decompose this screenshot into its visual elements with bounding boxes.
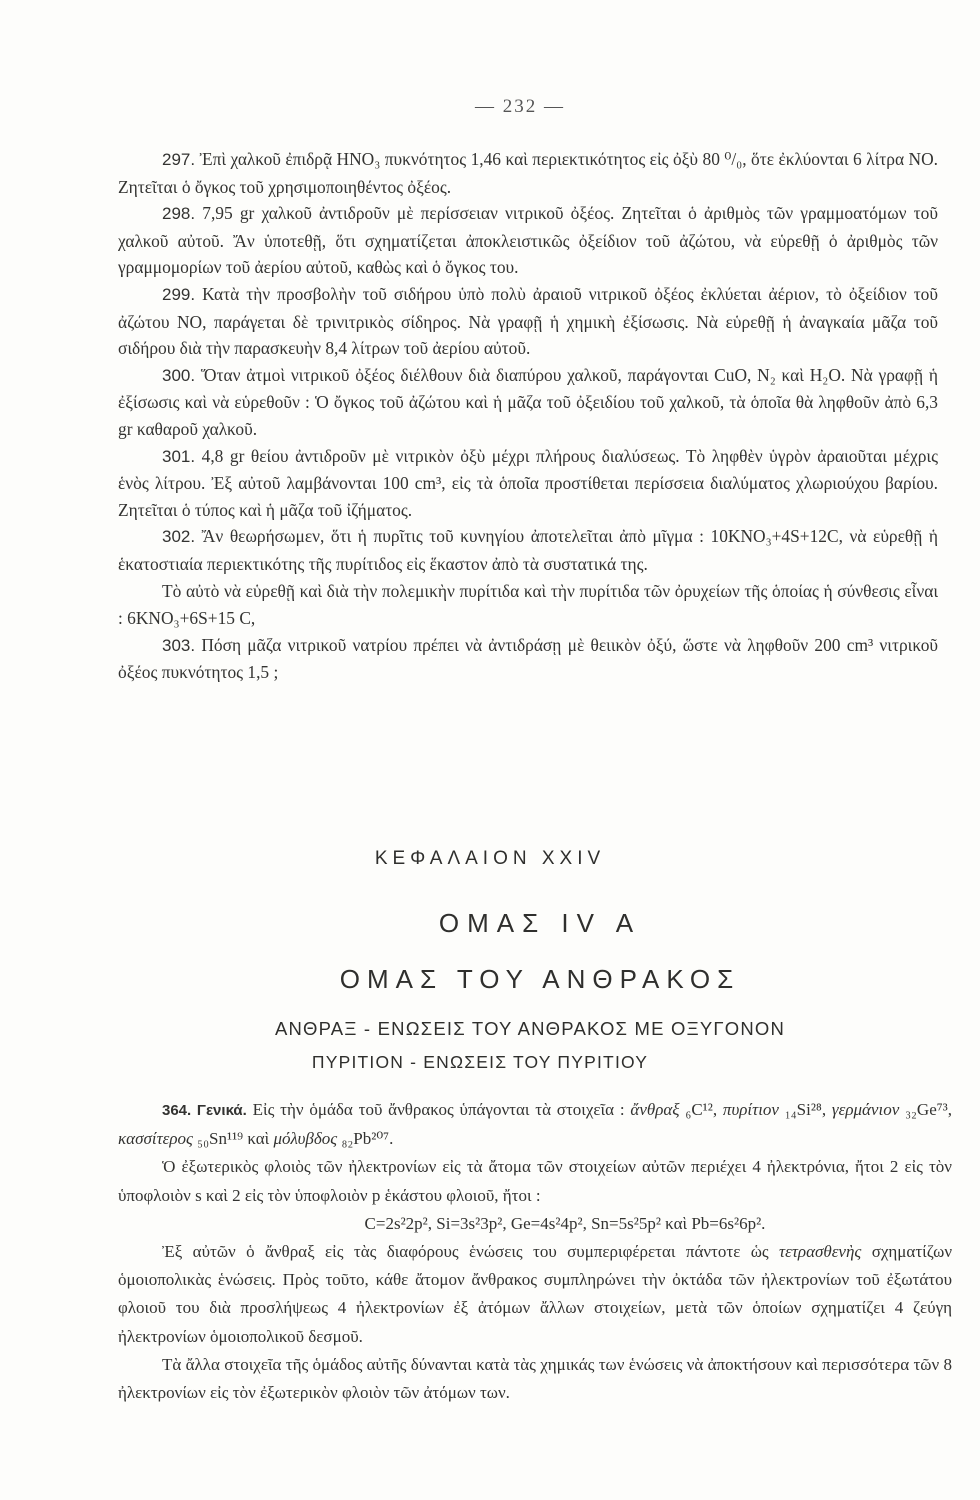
exercise-297 <box>118 146 938 200</box>
exercise-number: 300. <box>162 365 196 385</box>
exercise-number: 297. <box>162 150 196 169</box>
exercise-text: 7,95 gr χαλκοῦ ἀντιδροῦν μὲ περίσσειαν νιτρικοῦ ὀξέος. Ζητεῖται ὁ ἀριθμὸς τῶν γραμμοατόμων τοῦ χαλκοῦ αὐτοῦ. Ἄν ὑποτεθῇ, ὅτι σχηματίζεται ἀποκλειστικῶς ὀξείδιον τοῦ ἀζώτου, νὰ εὑρεθῇ ὁ ἀριθμὸς τῶν γραμμομορίων τοῦ ἀερίου αὐτοῦ, καθὼς καὶ ὁ ὄγκος του. <box>118 203 938 278</box>
exercise-text: Ἐπὶ χαλκοῦ ἐπιδρᾷ HNO₃ πυκνότητος 1,46 καὶ περιεκτικότητος εἰς ὀξὺ 80 ⁰/₀, ὅτε ἐκλύονται 6 λίτρα NO. Ζητεῖται ὁ ὄγκος τοῦ χρησιμοποιηθέντος ὀξέος. <box>118 149 939 197</box>
element-name: πυρίτιον <box>722 1100 779 1119</box>
element-name: μόλυβδος <box>273 1129 338 1149</box>
section-heading-carbon: ΑΝΘΡΑΞ - ΕΝΩΣΕΙΣ ΤΟΥ ΑΝΘΡΑΚΟΣ ΜΕ ΟΞΥΓΟΝΟΝ <box>274 1018 786 1039</box>
electron-configurations: C=2s²2p², Si=3s²3p², Ge=4s²4p², Sn=5s²5p² καὶ Pb=6s²6p². <box>364 1213 766 1233</box>
para-3-text-a: Ἐξ αὐτῶν ὁ ἄνθραξ εἰς τὰς διαφόρους ἑνώσεις του συμπεριφέρεται πάντοτε ὡς <box>162 1242 769 1262</box>
exercise-text: Τὸ αὐτὸ νὰ εὑρεθῇ καὶ διὰ τὴν πολεμικὴν πυρίτιδα καὶ τὴν πυρίτιδα τῶν ὀρυχείων τῆς ὁποίας ἡ σύνθεσις εἶναι : 6KNO₃+6S+15 C, <box>118 580 938 629</box>
exercise-303 <box>118 632 938 686</box>
exercise-list <box>118 146 938 686</box>
exercise-number: 302. <box>162 527 196 547</box>
exercise-text: 4,8 gr θείου ἀντιδροῦν μὲ νιτρικὸν ὀξὺ μέχρι πλήρους διαλύσεως. Τὸ ληφθὲν ὑγρὸν ἀραιοῦται μέχρις ἑνὸς λίτρου. Ἐξ αὐτοῦ λαμβάνονται 100 cm³, εἰς τὰ ὁποῖα προστίθεται περίσσεια διαλύματος χλωριούχου βαρίου. Ζητεῖται ὁ τύπος καὶ ἡ μᾶζα τοῦ ἰζήματος. <box>118 445 939 520</box>
exercise-299 <box>118 281 938 362</box>
element-symbol: ₁₄Si²⁸ <box>784 1100 822 1119</box>
exercise-text: Ὅταν ἀτμοὶ νιτρικοῦ ὀξέος διέλθουν διὰ διαπύρου χαλκοῦ, παράγονται CuO, N₂ καὶ H₂O. Νὰ γραφῇ ἡ ἐξίσωσις καὶ νὰ εὑρεθοῦν : Ὁ ὄγκος τοῦ ἀζώτου καὶ ἡ μᾶζα τοῦ ὀξειδίου τοῦ χαλκοῦ, τὰ ὁποῖα θὰ ληφθοῦν ἀπὸ 6,3 gr καθαροῦ χαλκοῦ. <box>118 364 938 439</box>
element-name: ἄνθραξ <box>630 1100 680 1119</box>
element-symbol: ₆C¹² <box>685 1100 713 1119</box>
exercise-298 <box>118 200 938 281</box>
section-364 <box>118 1096 952 1407</box>
exercise-text: Πόση μᾶζα νιτρικοῦ νατρίου πρέπει νὰ ἀντιδράσῃ μὲ θειικὸν ὀξύ, ὥστε νὰ ληφθοῦν 200 cm³ νιτρικοῦ ὀξέος πυκνότητος 1,5 ; <box>118 634 938 683</box>
exercise-text: Κατὰ τὴν προσβολὴν τοῦ σιδήρου ὑπὸ πολὺ ἀραιοῦ νιτρικοῦ ὀξέος ἐκλύεται ἀέριον, τὸ ὀξείδιον τοῦ ἀζώτου NO, παράγεται δὲ τρινιτρικὸς σίδηρος. Νὰ γραφῇ ἡ χημικὴ ἐξίσωσις. Νὰ εὑρεθῇ ἡ ἀναγκαία μᾶζα τοῦ σιδήρου διὰ τὴν παρασκευὴν 8,4 λίτρων τοῦ ἀερίου αὐτοῦ. <box>118 283 938 359</box>
exercise-300 <box>118 362 938 443</box>
exercise-number: 299. <box>162 284 196 304</box>
intro-text: Εἰς τὴν ὁμάδα τοῦ ἄνθρακος ὑπάγονται τὰ στοιχεῖα : <box>252 1100 625 1119</box>
exercise-301 <box>118 443 938 524</box>
element-symbol: ₅₀Sn¹¹⁹ <box>197 1129 244 1149</box>
para-3-text-b: σχηματίζων ὁμοιοπολικὰς ἑνώσεις. Πρὸς τοῦτο, κάθε ἄτομον ἄνθρακος συμπληρώνει τὴν ὀκτάδα τῶν ἠλεκτρονίων τοῦ ἐξωτάτου φλοιοῦ του διὰ προσλήψεως 4 ἠλεκτρονίων ἐξ ἀτόμων ἄλλων στοιχείων, μετὰ τῶν ὁποίων σχηματίζει 4 ζεύγη ἠλεκτρονίων ὁμοιοπολικοῦ δεσμοῦ. <box>118 1242 953 1346</box>
exercise-302 <box>118 523 938 577</box>
exercise-302-continuation <box>118 578 938 632</box>
group-title: ΟΜΑΣ IV A <box>438 908 642 938</box>
para-3-emphasis: τετρασθενὴς <box>779 1242 862 1262</box>
section-heading-silicon: ΠΥΡΙΤΙΟΝ - ΕΝΩΣΕΙΣ ΤΟΥ ΠΥΡΙΤΙΟΥ <box>311 1052 649 1072</box>
conjunction: καὶ <box>247 1129 270 1149</box>
exercise-number: 298. <box>162 204 196 224</box>
section-364-para-3 <box>118 1238 952 1351</box>
group-name: ΟΜΑΣ ΤΟΥ ΑΝΘΡΑΚΟΣ <box>339 964 741 994</box>
exercise-number: 301. <box>162 446 196 466</box>
chapter-title: ΚΕΦΑΛΑΙΟΝ XXIV <box>374 848 606 869</box>
section-364-intro: 364. Γενικά. Εἰς τὴν ὁμάδα τοῦ ἄνθρακος ὑπάγονται τὰ στοιχεῖα : ἄνθραξ ₆C¹², πυρίτιον ₁₄Si²⁸, γερμάνιον ₃₂Ge⁷³, κασσίτερος ₅₀Sn¹¹⁹ καὶ μόλυβδος ₈₂Pb²⁰⁷. <box>118 1100 953 1149</box>
element-symbol: ₈₂Pb²⁰⁷ <box>341 1129 390 1149</box>
exercise-number: 303. <box>162 635 196 655</box>
section-label: 364. Γενικά. <box>162 1102 247 1119</box>
section-364-para-4: Τὰ ἄλλα στοιχεῖα τῆς ὁμάδος αὐτῆς δύνανται κατὰ τὰς χημικάς των ἑνώσεις νὰ ἀποκτήσουν καὶ περισσότερα τῶν 8 ἠλεκτρονίων εἰς τὸν ἐξωτερικὸν φλοιὸν τῶν ἀτόμων των. <box>118 1354 952 1403</box>
element-name: γερμάνιον <box>831 1100 900 1119</box>
exercise-text: Ἄν θεωρήσωμεν, ὅτι ἡ πυρῖτις τοῦ κυνηγίου ἀποτελεῖται ἀπὸ μῖγμα : 10KNO₃+4S+12C, νὰ εὑρεθῇ ἡ ἑκατοστιαία περιεκτικότης τῆς πυρίτιδος εἰς ἕκαστον ἀπὸ τὰ συστατικά της. <box>118 526 938 574</box>
element-name: κασσίτερος <box>118 1129 193 1149</box>
section-364-para-2: Ὁ ἐξωτερικὸς φλοιὸς τῶν ἠλεκτρονίων εἰς τὰ ἄτομα τῶν στοιχείων αὐτῶν περιέχει 4 ἠλεκτρόνια, ἤτοι 2 εἰς τὸν ὑποφλοιὸν s καὶ 2 εἰς τὸν ὑποφλοιὸν p ἑκάστου φλοιοῦ, ἤτοι : <box>118 1157 952 1205</box>
page-number: — 232 — <box>475 96 565 117</box>
element-symbol: ₃₂Ge⁷³ <box>905 1100 948 1119</box>
